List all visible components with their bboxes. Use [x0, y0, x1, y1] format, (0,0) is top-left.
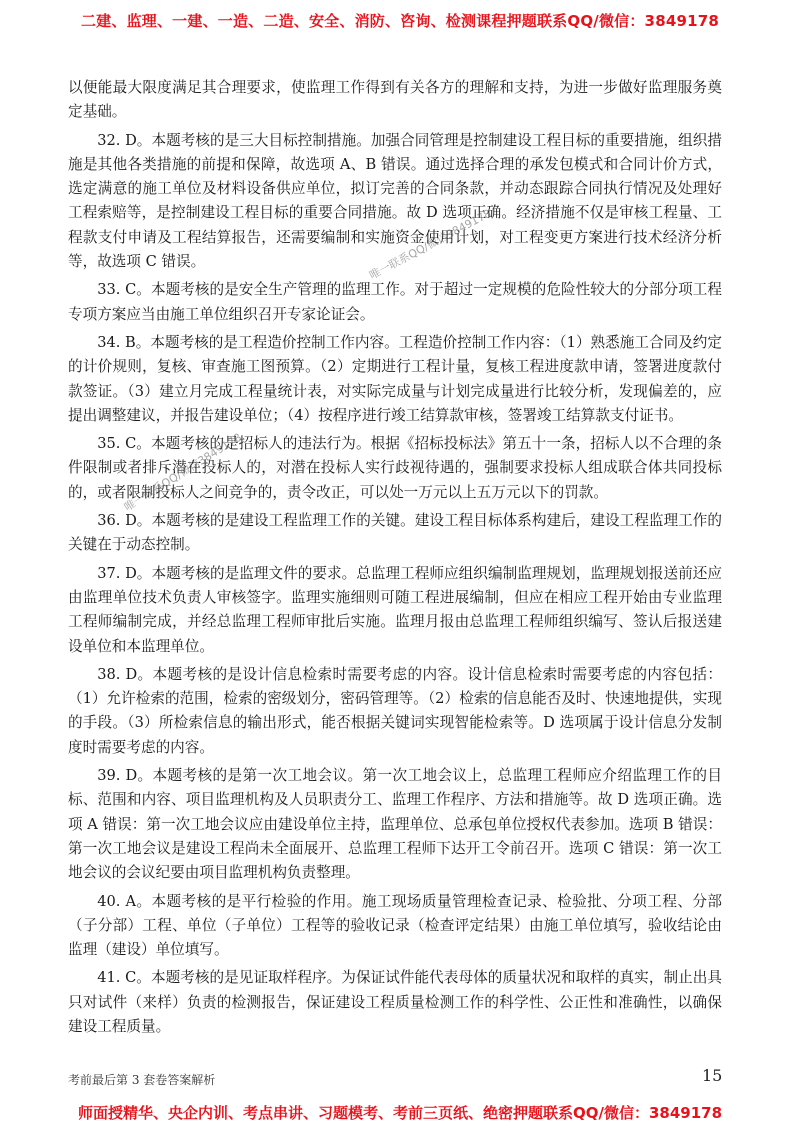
- answer-40: 40. A。本题考核的是平行检验的作用。施工现场质量管理检查记录、检验批、分项工程、分部（子分部）工程、单位（子单位）工程等的验收记录（检查评定结果）由施工单位填写，验收结论由监理（建设）单位填写。: [68, 892, 722, 959]
- answer-32: 32. D。本题考核的是三大目标控制措施。加强合同管理是控制建设工程目标的重要措施，组织措施是其他各类措施的前提和保障，故选项 A、B 错误。通过选择合理的承发包模式和合同计价方式，选定满意的施工单位及材料设备供应单位，拟订完善的合同条款，并动态跟踪合同执行情况及处理好工程索赔等，是控制建设工程目标的重要合同措施。故 D 选项正确。经济措施不仅是审核工程量、工程款支付申请及工程结算报告，还需要编制和实施资金使用计划，对工程变更方案进行技术经济分析等，故选项 C 错误。: [68, 131, 722, 271]
- answer-38: 38. D。本题考核的是设计信息检索时需要考虑的内容。设计信息检索时需要考虑的内容包括：（1）允许检索的范围，检索的密级划分，密码管理等。（2）检索的信息能否及时、快速地提供，实现的手段。（3）所检索信息的输出形式，能否根据关键词实现智能检索等。D 选项属于设计信息分发制度时需要考虑的内容。: [68, 665, 722, 756]
- answer-33: 33. C。本题考核的是安全生产管理的监理工作。对于超过一定规模的危险性较大的分部分项工程专项方案应当由施工单位组织召开专家论证会。: [68, 281, 722, 323]
- answer-36: 36. D。本题考核的是建设工程监理工作的关键。建设工程目标体系构建后，建设工程监理工作的关键在于动态控制。: [68, 512, 722, 554]
- answer-explanations: [68, 76, 722, 1043]
- watermark-diagonal-1: 唯一联系QQ/微信3849178: [367, 206, 494, 283]
- watermark-diagonal-2: 唯一联系QQ/微信3849178: [121, 430, 245, 514]
- answer-37: 37. D。本题考核的是监理文件的要求。总监理工程师应组织编制监理规划，监理规划报送前还应由监理单位技术负责人审核签字。监理实施细则可随工程进展编制，但应在相应工程开始由专业监理工程师编制完成，并经总监理工程师审批后实施。监理月报由总监理工程师组织编写、签认后报送建设单位和本监理单位。: [68, 564, 722, 655]
- answer-41: 41. C。本题考核的是见证取样程序。为保证试件能代表母体的质量状况和取样的真实，制止出具只对试件（来样）负责的检测报告，保证建设工程质量检测工作的科学性、公正性和准确性，以确保建设工程质量。: [68, 969, 722, 1035]
- answer-39: 39. D。本题考核的是第一次工地会议。第一次工地会议上，总监理工程师应介绍监理工作的目标、范围和内容、项目监理机构及人员职责分工、监理工作程序、方法和措施等。故 D 选项正确。选项 A 错误：第一次工地会议应由建设单位主持，监理单位、总承包单位授权代表参加。选项 B 错误：第一次工地会议是建设工程尚未全面展开、总监理工程师下达开工令前召开。选项 C 错误：第一次工地会议的会议纪要由项目监理机构负责整理。: [68, 767, 722, 882]
- answer-35: 35. C。本题考核的是招标人的违法行为。根据《招标投标法》第五十一条，招标人以不合理的条件限制或者排斥潜在投标人的，对潜在投标人实行歧视待遇的，强制要求投标人组成联合体共同投标的，或者限制投标人之间竞争的，责令改正，可以处一万元以上五万元以下的罚款。: [68, 435, 722, 501]
- bottom-promo-banner: 师面授精华、央企内训、考点串讲、习题模考、考前三页纸、绝密押题联系QQ/微信：3849178: [77, 1104, 723, 1122]
- answer-34: 34. B。本题考核的是工程造价控制工作内容。工程造价控制工作内容：（1）熟悉施工合同及约定的计价规则，复核、审查施工图预算。（2）定期进行工程计量，复核工程进度款申请，签署进度款付款签证。（3）建立月完成工程量统计表，对实际完成量与计划完成量进行比较分析，发现偏差的，应提出调整建议，并报告建设单位；（4）按程序进行竣工结算款审核，签署竣工结算款支付证书。: [68, 333, 722, 424]
- page-number: 15: [702, 1066, 723, 1085]
- top-promo-banner: 二建、监理、一建、一造、二造、安全、消防、咨询、检测课程押题联系QQ/微信：3849178: [80, 12, 720, 30]
- paragraph-continuation: 以便能最大限度满足其合理要求，使监理工作得到有关各方的理解和支持，为进一步做好监理服务奠定基础。: [68, 79, 722, 121]
- footer-title: 考前最后第 3 套卷答案解析: [68, 1073, 216, 1087]
